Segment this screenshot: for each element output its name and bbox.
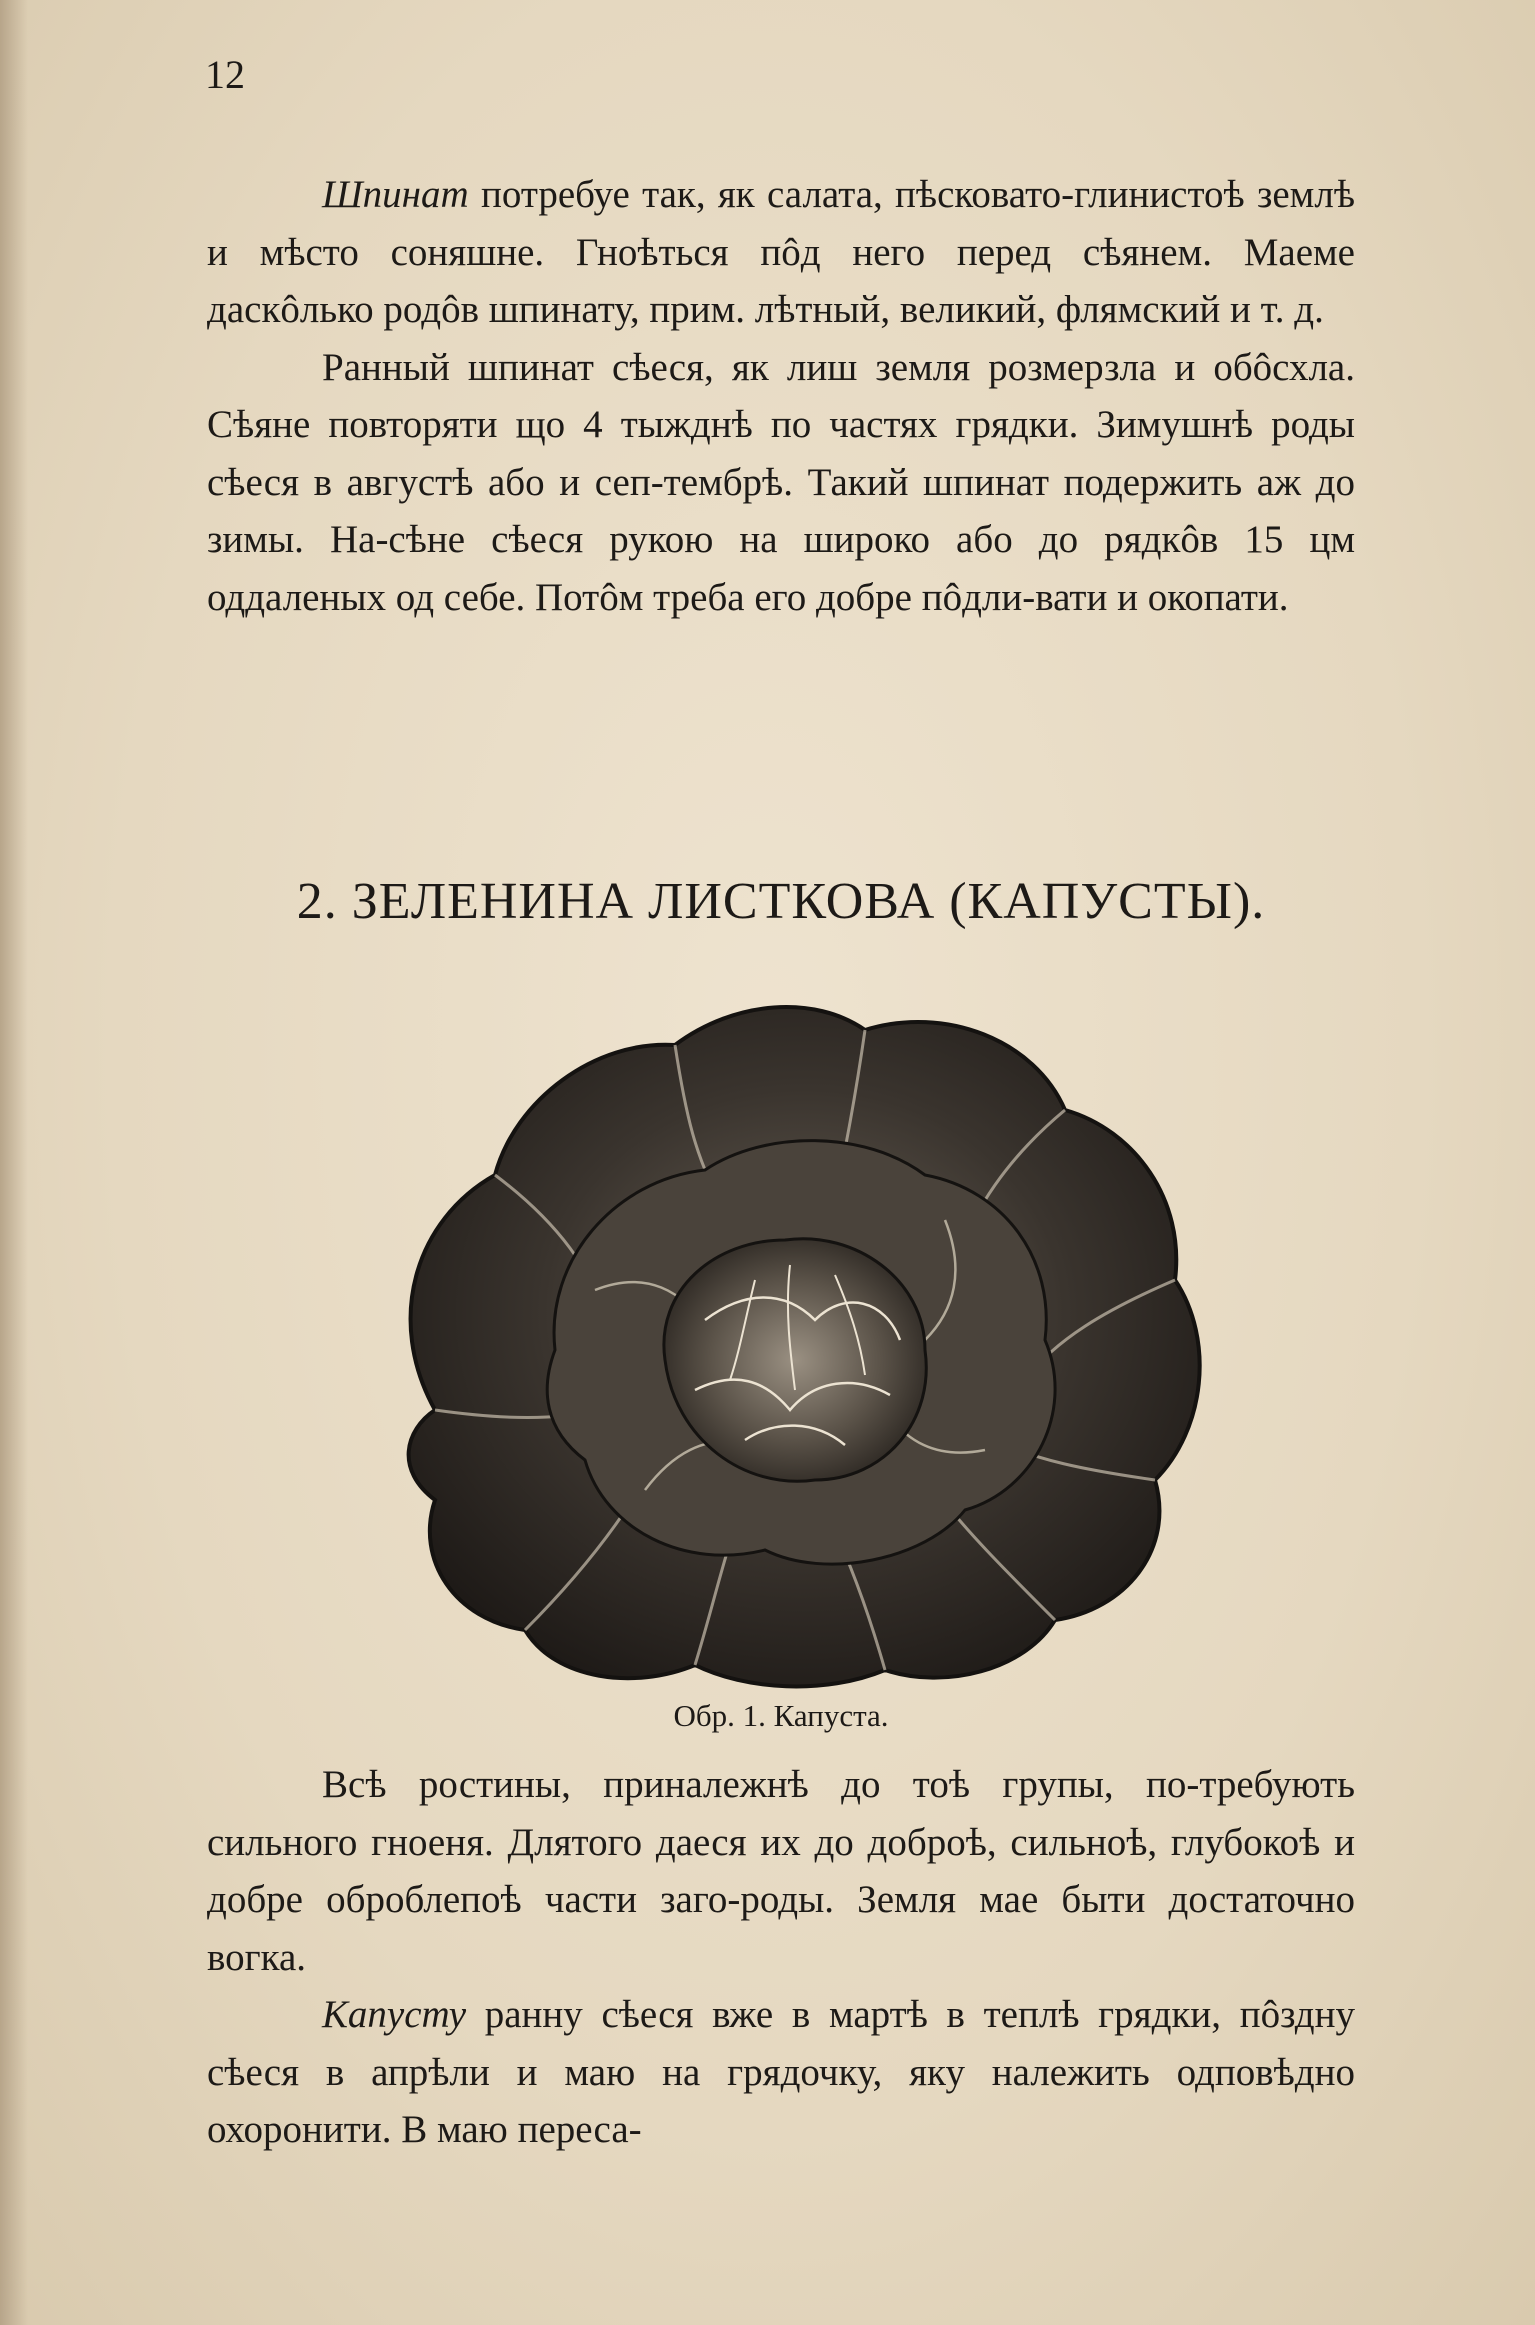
- cabbage-paragraph-2-text: ранну сѣеся вже в мартѣ в теплѣ грядки, пôздну сѣеся в апрѣли и маю на грядочку, яку належить одповѣдно охоронити. В маю переса-: [207, 1993, 1355, 2151]
- figure-caption: Обр. 1. Капуста.: [673, 1698, 889, 1733]
- spinach-paragraph-2: Ранный шпинат сѣеся, як лиш земля розмерзла и обôсхла. Сѣяне повторяти що 4 тыжднѣ по частях грядки. Зимушнѣ роды сѣеся в августѣ або и сеп-тембрѣ. Такий шпинат подержить аж до зимы. На-сѣне сѣеся рукою на широко або до рядкôв 15 цм оддаленых од себе. Потôм треба его добре пôдли-вати и окопати.: [207, 345, 1355, 619]
- cabbage-paragraph-2: [207, 1986, 1355, 2159]
- spinach-term: Шпинат: [322, 173, 469, 216]
- cabbage-icon: [345, 990, 1225, 1700]
- cabbage-illustration: [345, 990, 1225, 1700]
- cabbage-text: [207, 1756, 1355, 2159]
- section-heading: 2. ЗЕЛЕНИНА ЛИСТКОВА (КАПУСТЫ).: [296, 873, 1266, 930]
- cabbage-paragraph-1: Всѣ ростины, приналежнѣ до тоѣ групы, по-требують сильного гноеня. Длятого даеся их до доброѣ, сильноѣ, глубокоѣ и добре оброблепоѣ части заго-роды. Земля мае быти достаточно вогка.: [207, 1763, 1355, 1979]
- cabbage-term: Капусту: [322, 1993, 467, 2036]
- spinach-text: [207, 166, 1355, 626]
- page-number: 12: [205, 52, 245, 97]
- spinach-paragraph-1-text: потребуе так, як салата, пѣсковато-глинистоѣ землѣ и мѣсто соняшне. Гноѣться пôд него перед сѣянем. Маеме даскôлько родôв шпинату, прим. лѣтный, великий, флямский и т. д.: [207, 173, 1355, 331]
- spinach-paragraph-1: [207, 166, 1355, 339]
- page-edge-shadow: [0, 0, 28, 2325]
